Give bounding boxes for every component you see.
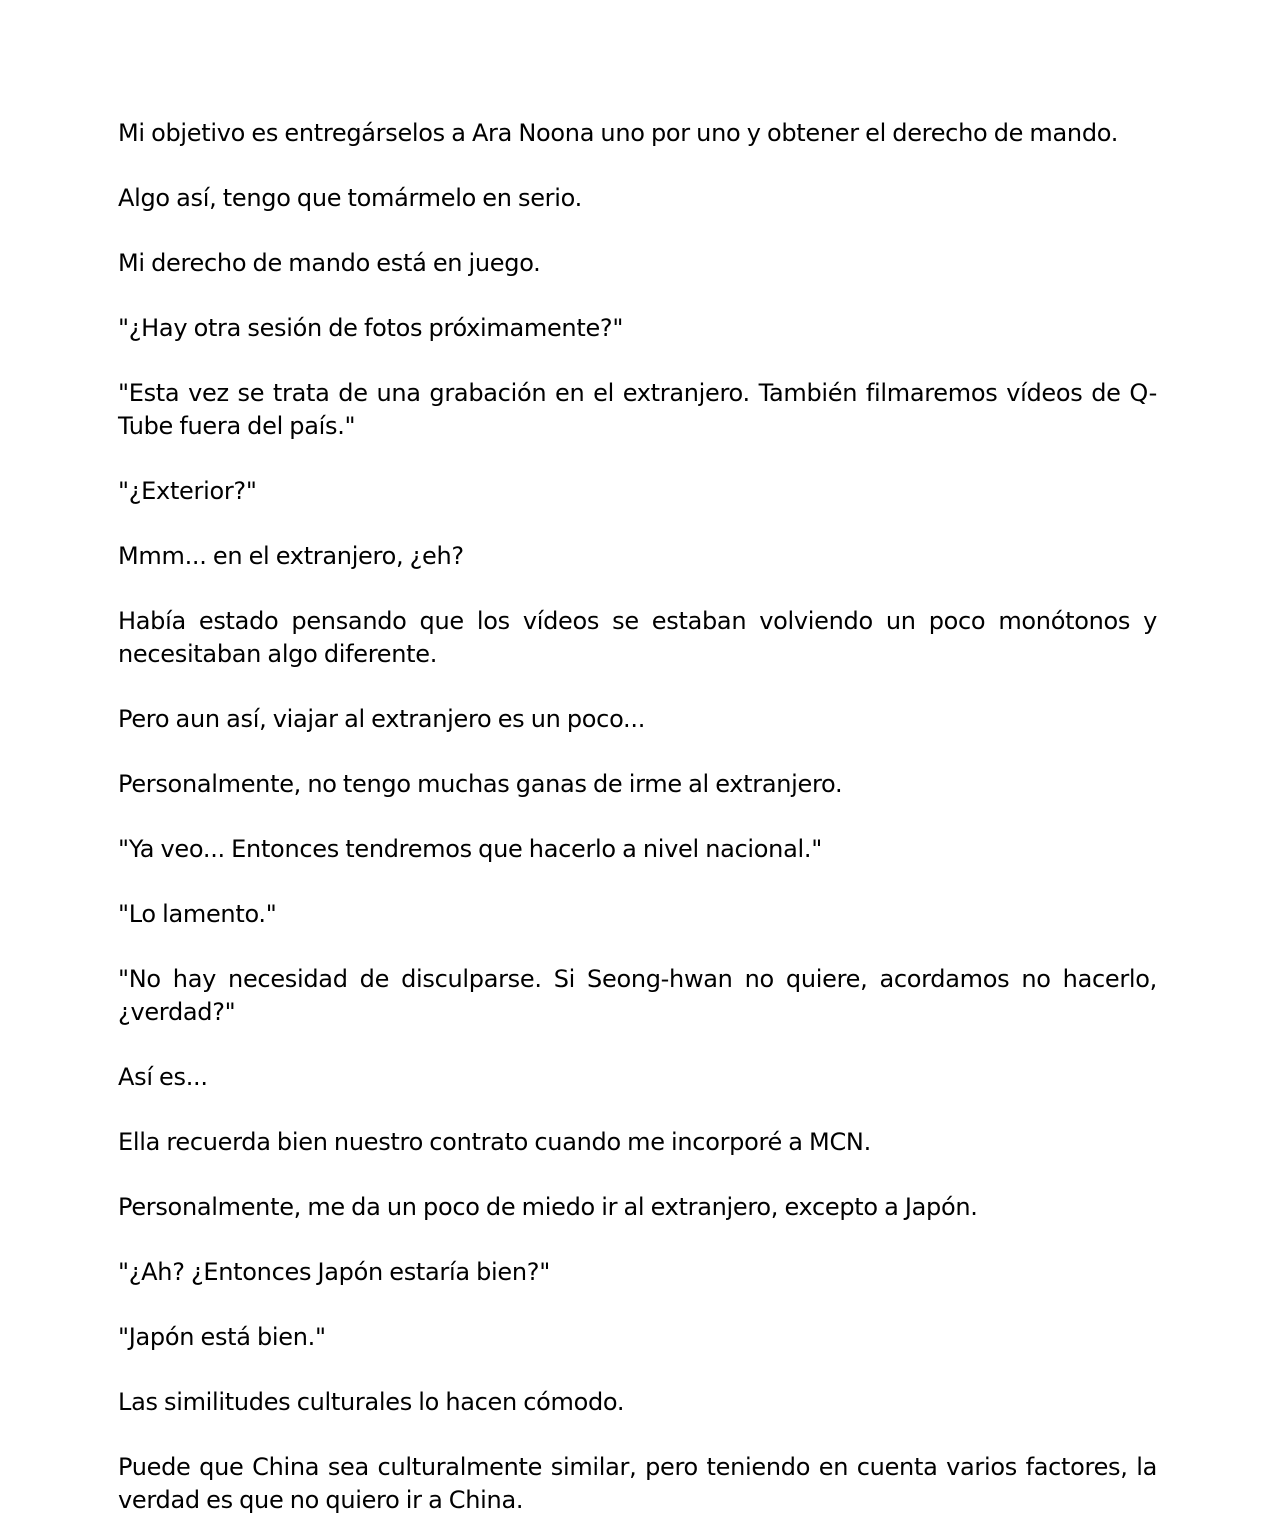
paragraph: "¿Ah? ¿Entonces Japón estaría bien?" [118,1258,550,1286]
document-body [118,117,1157,1515]
paragraph: Había estado pensando que los vídeos se estaban volviendo un poco monótonos y necesitaban algo diferente. [118,607,1157,668]
paragraph: Pero aun así, viajar al extranjero es un poco... [118,705,646,733]
paragraph: Algo así, tengo que tomármelo en serio. [118,184,582,212]
paragraph: Ella recuerda bien nuestro contrato cuando me incorporé a MCN. [118,1128,871,1156]
paragraph: Personalmente, no tengo muchas ganas de irme al extranjero. [118,770,843,798]
paragraph: "Esta vez se trata de una grabación en el extranjero. También filmaremos vídeos de Q-Tube fuera del país." [118,379,1157,440]
paragraph: "No hay necesidad de disculparse. Si Seong-hwan no quiere, acordamos no hacerlo, ¿verdad?" [118,965,1157,1026]
paragraph: Mi objetivo es entregárselos a Ara Noona uno por uno y obtener el derecho de mando. [118,119,1119,147]
paragraph: Personalmente, me da un poco de miedo ir al extranjero, excepto a Japón. [118,1193,978,1221]
paragraph: Mmm... en el extranjero, ¿eh? [118,542,464,570]
paragraph: Mi derecho de mando está en juego. [118,249,541,277]
paragraph: "¿Hay otra sesión de fotos próximamente?" [118,314,624,342]
paragraph: Puede que China sea culturalmente similar, pero teniendo en cuenta varios factores, la verdad es que no quiero ir a China. [118,1453,1157,1514]
paragraph: Las similitudes culturales lo hacen cómodo. [118,1388,625,1416]
paragraph: "Lo lamento." [118,900,277,928]
paragraph: "Ya veo... Entonces tendremos que hacerlo a nivel nacional." [118,835,822,863]
paragraph: "¿Exterior?" [118,477,257,505]
paragraph: Así es... [118,1063,208,1091]
paragraph: "Japón está bien." [118,1323,326,1351]
